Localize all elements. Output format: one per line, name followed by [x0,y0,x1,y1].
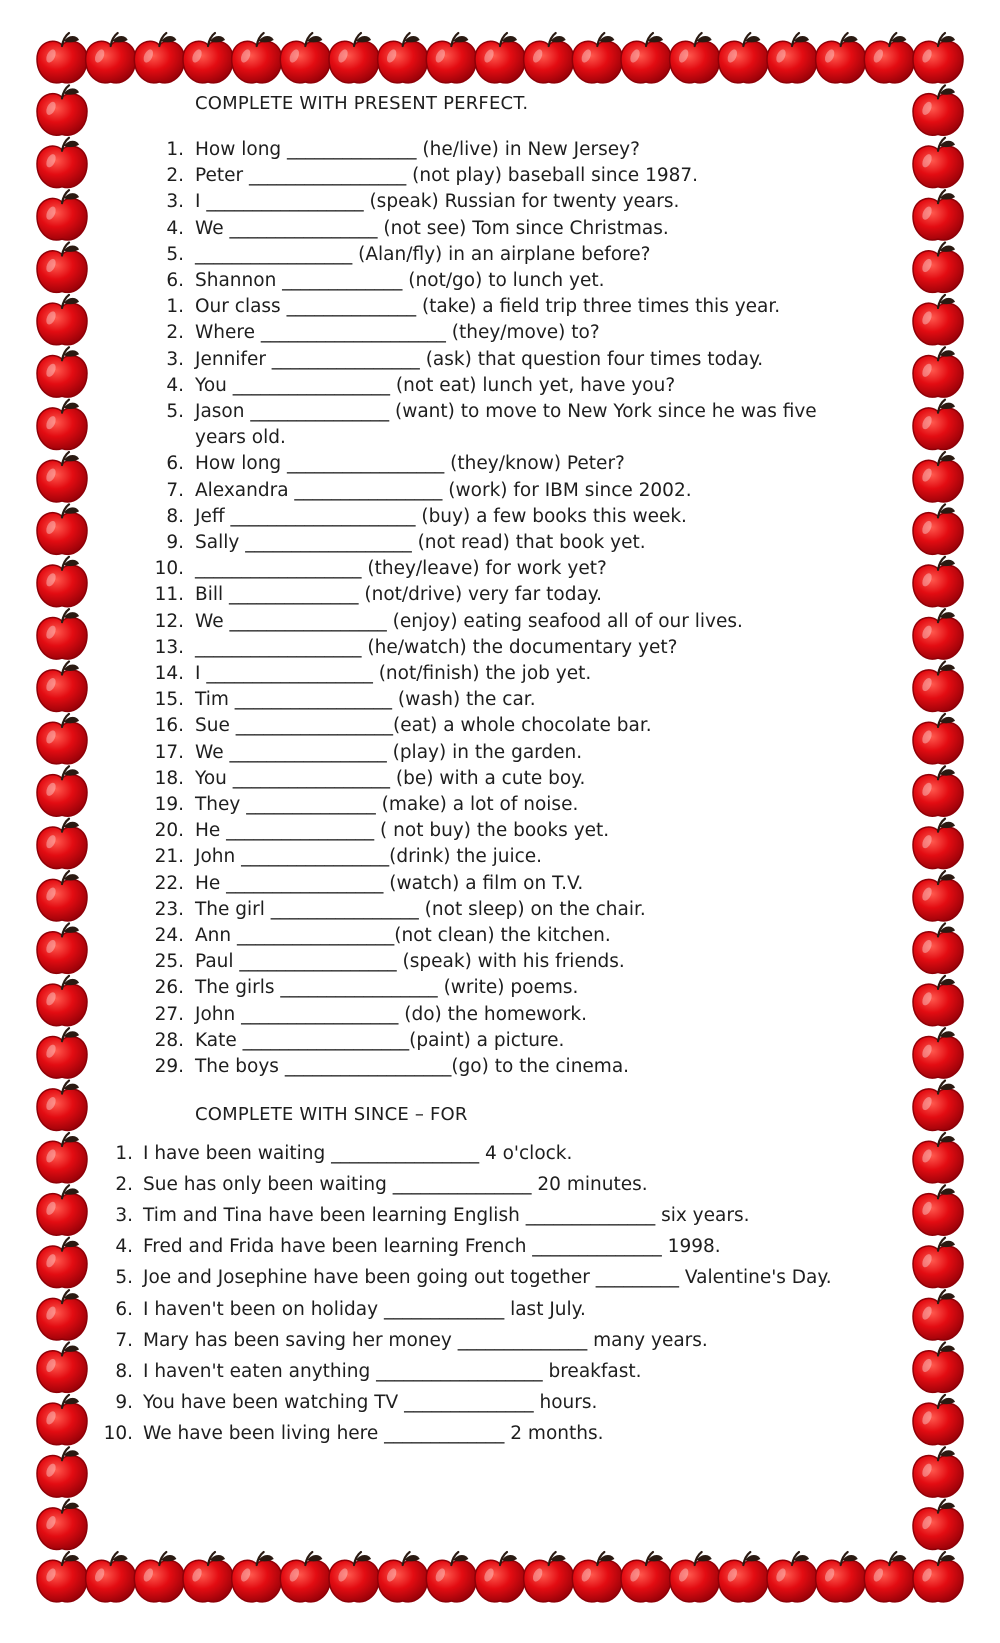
item-number: 5. [166,243,184,265]
item-text: I _________________ (speak) Russian for twenty years. [195,191,680,213]
item-text: The girls _________________ (write) poems. [195,977,579,999]
item-number: 13. [154,636,184,658]
item-text: Our class ______________ (take) a field trip three times this year. [195,296,781,318]
item-number: 11. [154,584,184,606]
item-text: Shannon _____________ (not/go) to lunch yet. [195,270,605,291]
item-number: 7. [166,479,184,501]
item-text: __________________ (they/leave) for work yet? [195,558,607,580]
item-number: 14. [154,663,184,684]
item-number: 25. [154,951,184,973]
item-number: 7. [115,1329,133,1351]
item-number: 2. [166,165,184,187]
item-number: 8. [166,505,184,527]
item-number: 6. [166,453,184,475]
item-number: 10. [154,558,184,580]
section-present-perfect-title: COMPLETE WITH PRESENT PERFECT. [195,93,529,114]
item-number: 1. [166,296,184,318]
item-text: You _________________ (be) with a cute boy. [195,767,586,789]
item-text: Bill ______________ (not/drive) very far today. [195,584,602,606]
item-text: I have been waiting ________________ 4 o'clock. [143,1143,573,1164]
item-text: Tim and Tina have been learning English ______________ six years. [143,1205,750,1227]
item-number: 9. [115,1391,133,1413]
item-number: 22. [154,872,184,894]
item-number: 3. [115,1205,133,1227]
item-number: 29. [154,1056,184,1077]
item-number: 28. [154,1029,184,1051]
item-text: Tim _________________ (wash) the car. [195,689,536,711]
item-number: 20. [154,820,184,842]
item-text: Jennifer ________________ (ask) that question four times today. [195,348,764,370]
item-text: John _________________ (do) the homework. [195,1003,587,1025]
item-number: 2. [115,1174,133,1196]
item-text: Where ____________________ (they/move) to? [195,322,600,344]
item-text: John ________________(drink) the juice. [195,846,543,868]
item-text: I haven't eaten anything __________________ breakfast. [143,1360,642,1382]
item-text: Sally __________________ (not read) that book yet. [195,532,646,553]
item-text: Sue _________________(eat) a whole chocolate bar. [195,715,652,737]
item-number: 15. [154,689,184,711]
item-number: 18. [154,767,184,789]
item-number: 1. [166,139,184,160]
item-text: How long _________________ (they/know) Peter? [195,453,625,475]
item-number: 19. [154,794,184,815]
item-number: 9. [166,532,184,553]
item-text: Fred and Frida have been learning French ______________ 1998. [143,1236,721,1258]
item-text: I __________________ (not/finish) the job yet. [195,663,592,684]
item-text: Alexandra ________________ (work) for IBM since 2002. [195,479,692,501]
item-number: 24. [154,925,184,946]
item-number: 10. [103,1422,133,1444]
item-text: Peter _________________ (not play) baseball since 1987. [195,165,699,187]
item-text: Mary has been saving her money ______________ many years. [143,1329,708,1351]
item-text: _________________ (Alan/fly) in an airplane before? [195,243,651,265]
item-text: We have been living here _____________ 2 months. [143,1422,604,1444]
item-number: 8. [115,1360,133,1382]
item-number: 4. [166,374,184,396]
item-text: Kate __________________(paint) a picture. [195,1029,565,1051]
item-text: Ann _________________(not clean) the kitchen. [195,925,611,946]
item-number: 6. [115,1298,133,1320]
item-number: 6. [166,270,184,291]
item-number: 23. [154,898,184,920]
item-text: We _________________ (play) in the garden. [195,741,583,763]
item-text: __________________ (he/watch) the documentary yet? [195,636,678,658]
item-number: 3. [166,191,184,213]
item-number: 26. [154,977,184,999]
item-number: 17. [154,741,184,763]
item-text: You have been watching TV ______________ hours. [143,1391,598,1413]
item-text: You _________________ (not eat) lunch yet, have you? [195,374,676,396]
item-number: 5. [166,401,184,422]
item-text: How long ______________ (he/live) in New Jersey? [195,139,640,160]
item-text: Sue has only been waiting _______________ 20 minutes. [143,1174,648,1196]
item-number: 2. [166,322,184,344]
item-number: 5. [115,1267,133,1289]
item-number: 4. [115,1236,133,1258]
item-text: Jason _______________ (want) to move to New York since he was five [195,401,817,422]
item-number: 12. [154,610,184,632]
item-text: We ________________ (not see) Tom since Christmas. [195,217,669,239]
item-text: Joe and Josephine have been going out together _________ Valentine's Day. [143,1267,832,1289]
item-text: The girl ________________ (not sleep) on the chair. [195,898,646,920]
item-number: 16. [154,715,184,737]
item-number: 3. [166,348,184,370]
item-text: The boys __________________(go) to the cinema. [195,1056,630,1077]
item-number: 1. [115,1143,133,1164]
item-text: years old. [195,427,286,449]
item-number: 21. [154,846,184,868]
item-text: Paul _________________ (speak) with his friends. [195,951,625,973]
item-number: 4. [166,217,184,239]
section-since-for-title: COMPLETE WITH SINCE – FOR [195,1104,468,1125]
item-number: 27. [154,1003,184,1025]
item-text: I haven't been on holiday _____________ last July. [143,1298,586,1320]
item-text: Jeff ____________________ (buy) a few books this week. [195,505,687,527]
item-text: We _________________ (enjoy) eating seafood all of our lives. [195,610,743,632]
item-text: He _________________ (watch) a film on T.V. [195,872,584,894]
item-text: They ______________ (make) a lot of noise. [195,794,579,815]
item-text: He ________________ ( not buy) the books yet. [195,820,610,842]
